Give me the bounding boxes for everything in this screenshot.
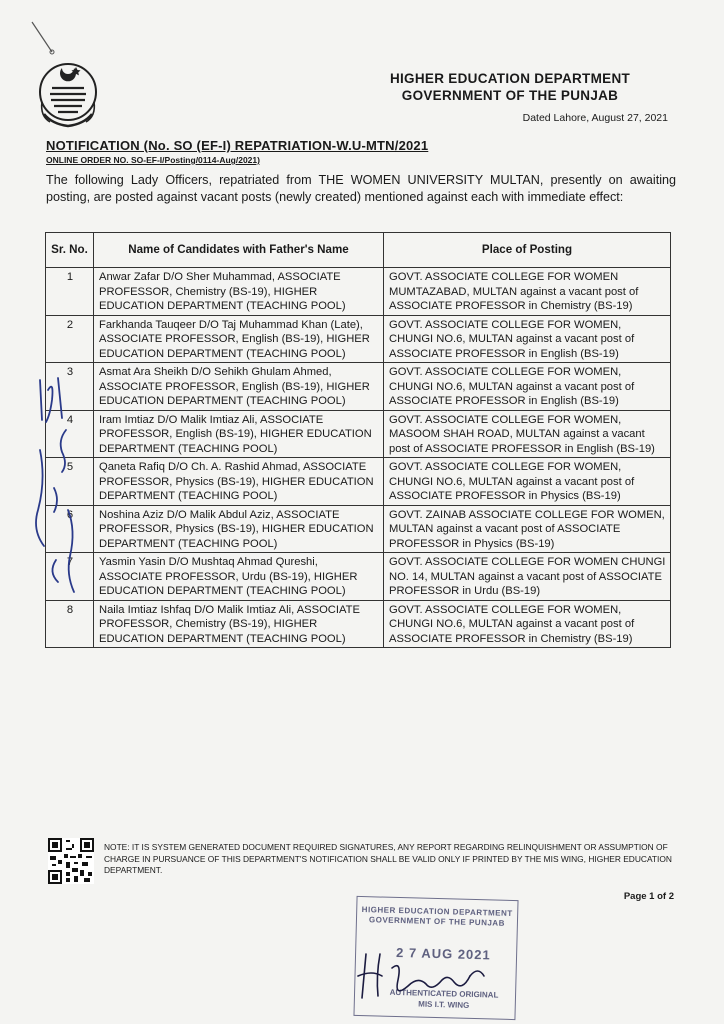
sr-no-cell: 7: [46, 553, 94, 601]
header-place-of-posting: Place of Posting: [384, 233, 671, 268]
qr-code-icon: [48, 838, 94, 884]
candidate-cell: Farkhanda Tauqeer D/O Taj Muhammad Khan (Late), ASSOCIATE PROFESSOR, English (BS-19), HIGHER EDUCATION DEPARTMENT (TEACHING POOL): [94, 315, 384, 363]
posting-table: [45, 232, 671, 648]
table-row: [46, 600, 671, 648]
header-sr-no: Sr. No.: [46, 233, 94, 268]
dated-line: Dated Lahore, August 27, 2021: [522, 112, 668, 124]
header-candidate-name: Name of Candidates with Father's Name: [94, 233, 384, 268]
sr-no-cell: 5: [46, 458, 94, 506]
system-generated-note: NOTE: IT IS SYSTEM GENERATED DOCUMENT REQUIRED SIGNATURES, ANY REPORT REGARDING RELINQUISHMENT OR ASSUMPTION OF CHARGE IN PURSUANCE OF THIS DEPARTMENT'S NOTIFICATION SHALL BE VALID ONLY IF PRINTED BY THE MIS WING, HIGHER EDUCATION DEPARTMENT.: [104, 842, 672, 875]
sr-no-cell: 2: [46, 315, 94, 363]
table-row: [46, 410, 671, 458]
online-order-number: ONLINE ORDER NO. SO-EF-I/Posting/0114-Aug/2021): [46, 155, 260, 165]
stamp-department: HIGHER EDUCATION DEPARTMENT: [361, 905, 513, 918]
candidate-cell: Naila Imtiaz Ishfaq D/O Malik Imtiaz Ali, ASSOCIATE PROFESSOR, Chemistry (BS-19), HIGHER EDUCATION DEPARTMENT (TEACHING POOL): [94, 600, 384, 648]
table-row: [46, 315, 671, 363]
handwritten-signature: [352, 946, 502, 1006]
department-name: HIGHER EDUCATION DEPARTMENT: [389, 71, 631, 86]
government-name: GOVERNMENT OF THE PUNJAB: [401, 88, 619, 103]
table-row: [46, 363, 671, 411]
table-row: [46, 505, 671, 553]
pen-scratch-mark: [28, 18, 58, 58]
table-header-row: [46, 233, 671, 268]
candidate-cell: Yasmin Yasin D/O Mushtaq Ahmad Qureshi, ASSOCIATE PROFESSOR, Urdu (BS-19), HIGHER EDUCATION DEPARTMENT (TEACHING POOL): [94, 553, 384, 601]
posting-cell: GOVT. ASSOCIATE COLLEGE FOR WOMEN, CHUNGI NO.6, MULTAN against a vacant post of ASSOCIATE PROFESSOR in English (BS-19): [384, 315, 671, 363]
posting-cell: GOVT. ASSOCIATE COLLEGE FOR WOMEN MUMTAZABAD, MULTAN against a vacant post of ASSOCIATE PROFESSOR in Chemistry (BS-19): [384, 268, 671, 316]
sr-no-cell: 1: [46, 268, 94, 316]
intro-paragraph: The following Lady Officers, repatriated from THE WOMEN UNIVERSITY MULTAN, presently on awaiting posting, are posted against vacant posts (newly created) mentioned against each with immediate effect:: [46, 173, 676, 204]
sr-no-cell: 6: [46, 505, 94, 553]
notification-title: NOTIFICATION (No. SO (EF-I) REPATRIATION-W.U-MTN/2021: [46, 138, 429, 153]
posting-cell: GOVT. ASSOCIATE COLLEGE FOR WOMEN, CHUNGI NO.6, MULTAN against a vacant post of ASSOCIATE PROFESSOR in Chemistry (BS-19): [384, 600, 671, 648]
handwritten-margin-note: [18, 360, 88, 610]
stamp-wing: MIS I.T. WING: [418, 999, 470, 1010]
posting-cell: GOVT. ASSOCIATE COLLEGE FOR WOMEN, CHUNGI NO.6, MULTAN against a vacant post of ASSOCIATE PROFESSOR in Physics (BS-19): [384, 458, 671, 506]
candidate-cell: Noshina Aziz D/O Malik Abdul Aziz, ASSOCIATE PROFESSOR, Physics (BS-19), HIGHER EDUCATION DEPARTMENT (TEACHING POOL): [94, 505, 384, 553]
posting-cell: GOVT. ASSOCIATE COLLEGE FOR WOMEN, MASOOM SHAH ROAD, MULTAN against a vacant post of ASSOCIATE PROFESSOR in English (BS-19): [384, 410, 671, 458]
stamp-government: GOVERNMENT OF THE PUNJAB: [368, 915, 506, 928]
stamp-authenticated: AUTHENTICATED ORIGINAL: [389, 987, 499, 1000]
candidate-cell: Asmat Ara Sheikh D/O Sehikh Ghulam Ahmed, ASSOCIATE PROFESSOR, English (BS-19), HIGHER EDUCATION DEPARTMENT (TEACHING POOL): [94, 363, 384, 411]
table-row: [46, 268, 671, 316]
sr-no-cell: 4: [46, 410, 94, 458]
posting-cell: GOVT. ASSOCIATE COLLEGE FOR WOMEN CHUNGI NO. 14, MULTAN against a vacant post of ASSOCIATE PROFESSOR in Urdu (BS-19): [384, 553, 671, 601]
sr-no-cell: 8: [46, 600, 94, 648]
candidate-cell: Anwar Zafar D/O Sher Muhammad, ASSOCIATE PROFESSOR, Chemistry (BS-19), HIGHER EDUCATION DEPARTMENT (TEACHING POOL): [94, 268, 384, 316]
punjab-government-emblem: [36, 58, 100, 130]
table-row: [46, 553, 671, 601]
table-row: [46, 458, 671, 506]
posting-cell: GOVT. ASSOCIATE COLLEGE FOR WOMEN, CHUNGI NO.6, MULTAN against a vacant post of ASSOCIATE PROFESSOR in English (BS-19): [384, 363, 671, 411]
candidate-cell: Iram Imtiaz D/O Malik Imtiaz Ali, ASSOCIATE PROFESSOR, English (BS-19), HIGHER EDUCATION DEPARTMENT (TEACHING POOL): [94, 410, 384, 458]
stamp-date: 2 7 AUG 2021: [395, 944, 491, 963]
posting-cell: GOVT. ZAINAB ASSOCIATE COLLEGE FOR WOMEN, MULTAN against a vacant post of ASSOCIATE PROFESSOR in Physics (BS-19): [384, 505, 671, 553]
page-number: Page 1 of 2: [623, 891, 674, 902]
sr-no-cell: 3: [46, 363, 94, 411]
candidate-cell: Qaneta Rafiq D/O Ch. A. Rashid Ahmad, ASSOCIATE PROFESSOR, Physics (BS-19), HIGHER EDUCATION DEPARTMENT (TEACHING POOL): [94, 458, 384, 506]
department-heading: [360, 70, 660, 104]
